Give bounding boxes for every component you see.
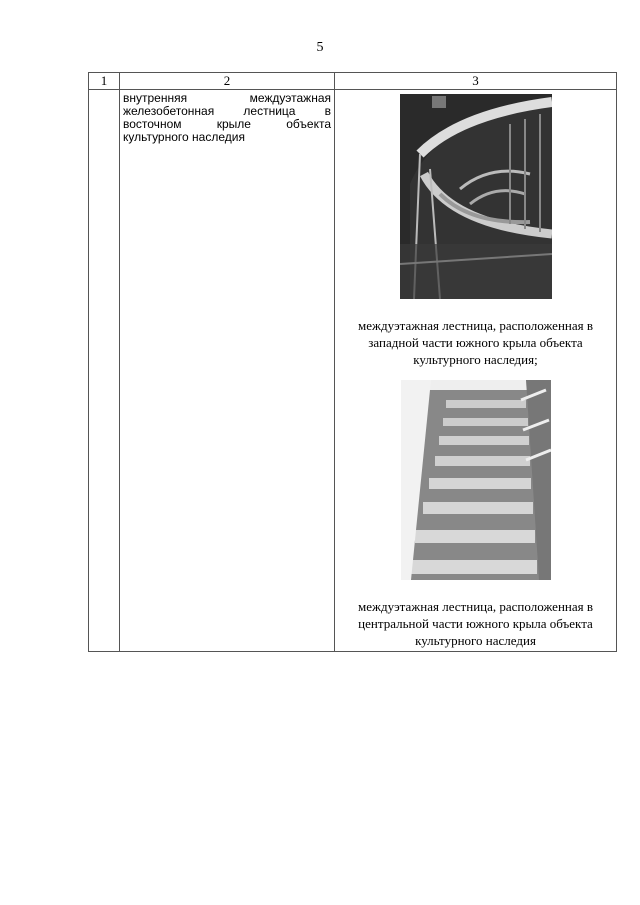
description-cell: [120, 90, 335, 652]
objects-table: [88, 72, 617, 652]
central-staircase-photo: [401, 380, 551, 580]
description-text: внутренняя междуэтажная железобетонная лестница в восточном крыле объекта культурного наследия: [123, 91, 331, 144]
table-header-row: [89, 73, 617, 90]
row-number-cell: [89, 90, 120, 652]
column-header-2: 2: [120, 73, 335, 90]
table-row: [89, 90, 617, 652]
page-number: 5: [316, 40, 324, 55]
photos-cell: [335, 90, 617, 652]
column-header-3: 3: [335, 73, 617, 90]
photo-caption-central: междуэтажная лестница, расположенная в центральной части южного крыла объекта культурного наследия: [357, 599, 593, 648]
west-staircase-photo: [400, 94, 552, 299]
column-header-1: 1: [89, 73, 120, 90]
photo-caption-west: междуэтажная лестница, расположенная в западной части южного крыла объекта культурного наследия;: [357, 318, 593, 367]
